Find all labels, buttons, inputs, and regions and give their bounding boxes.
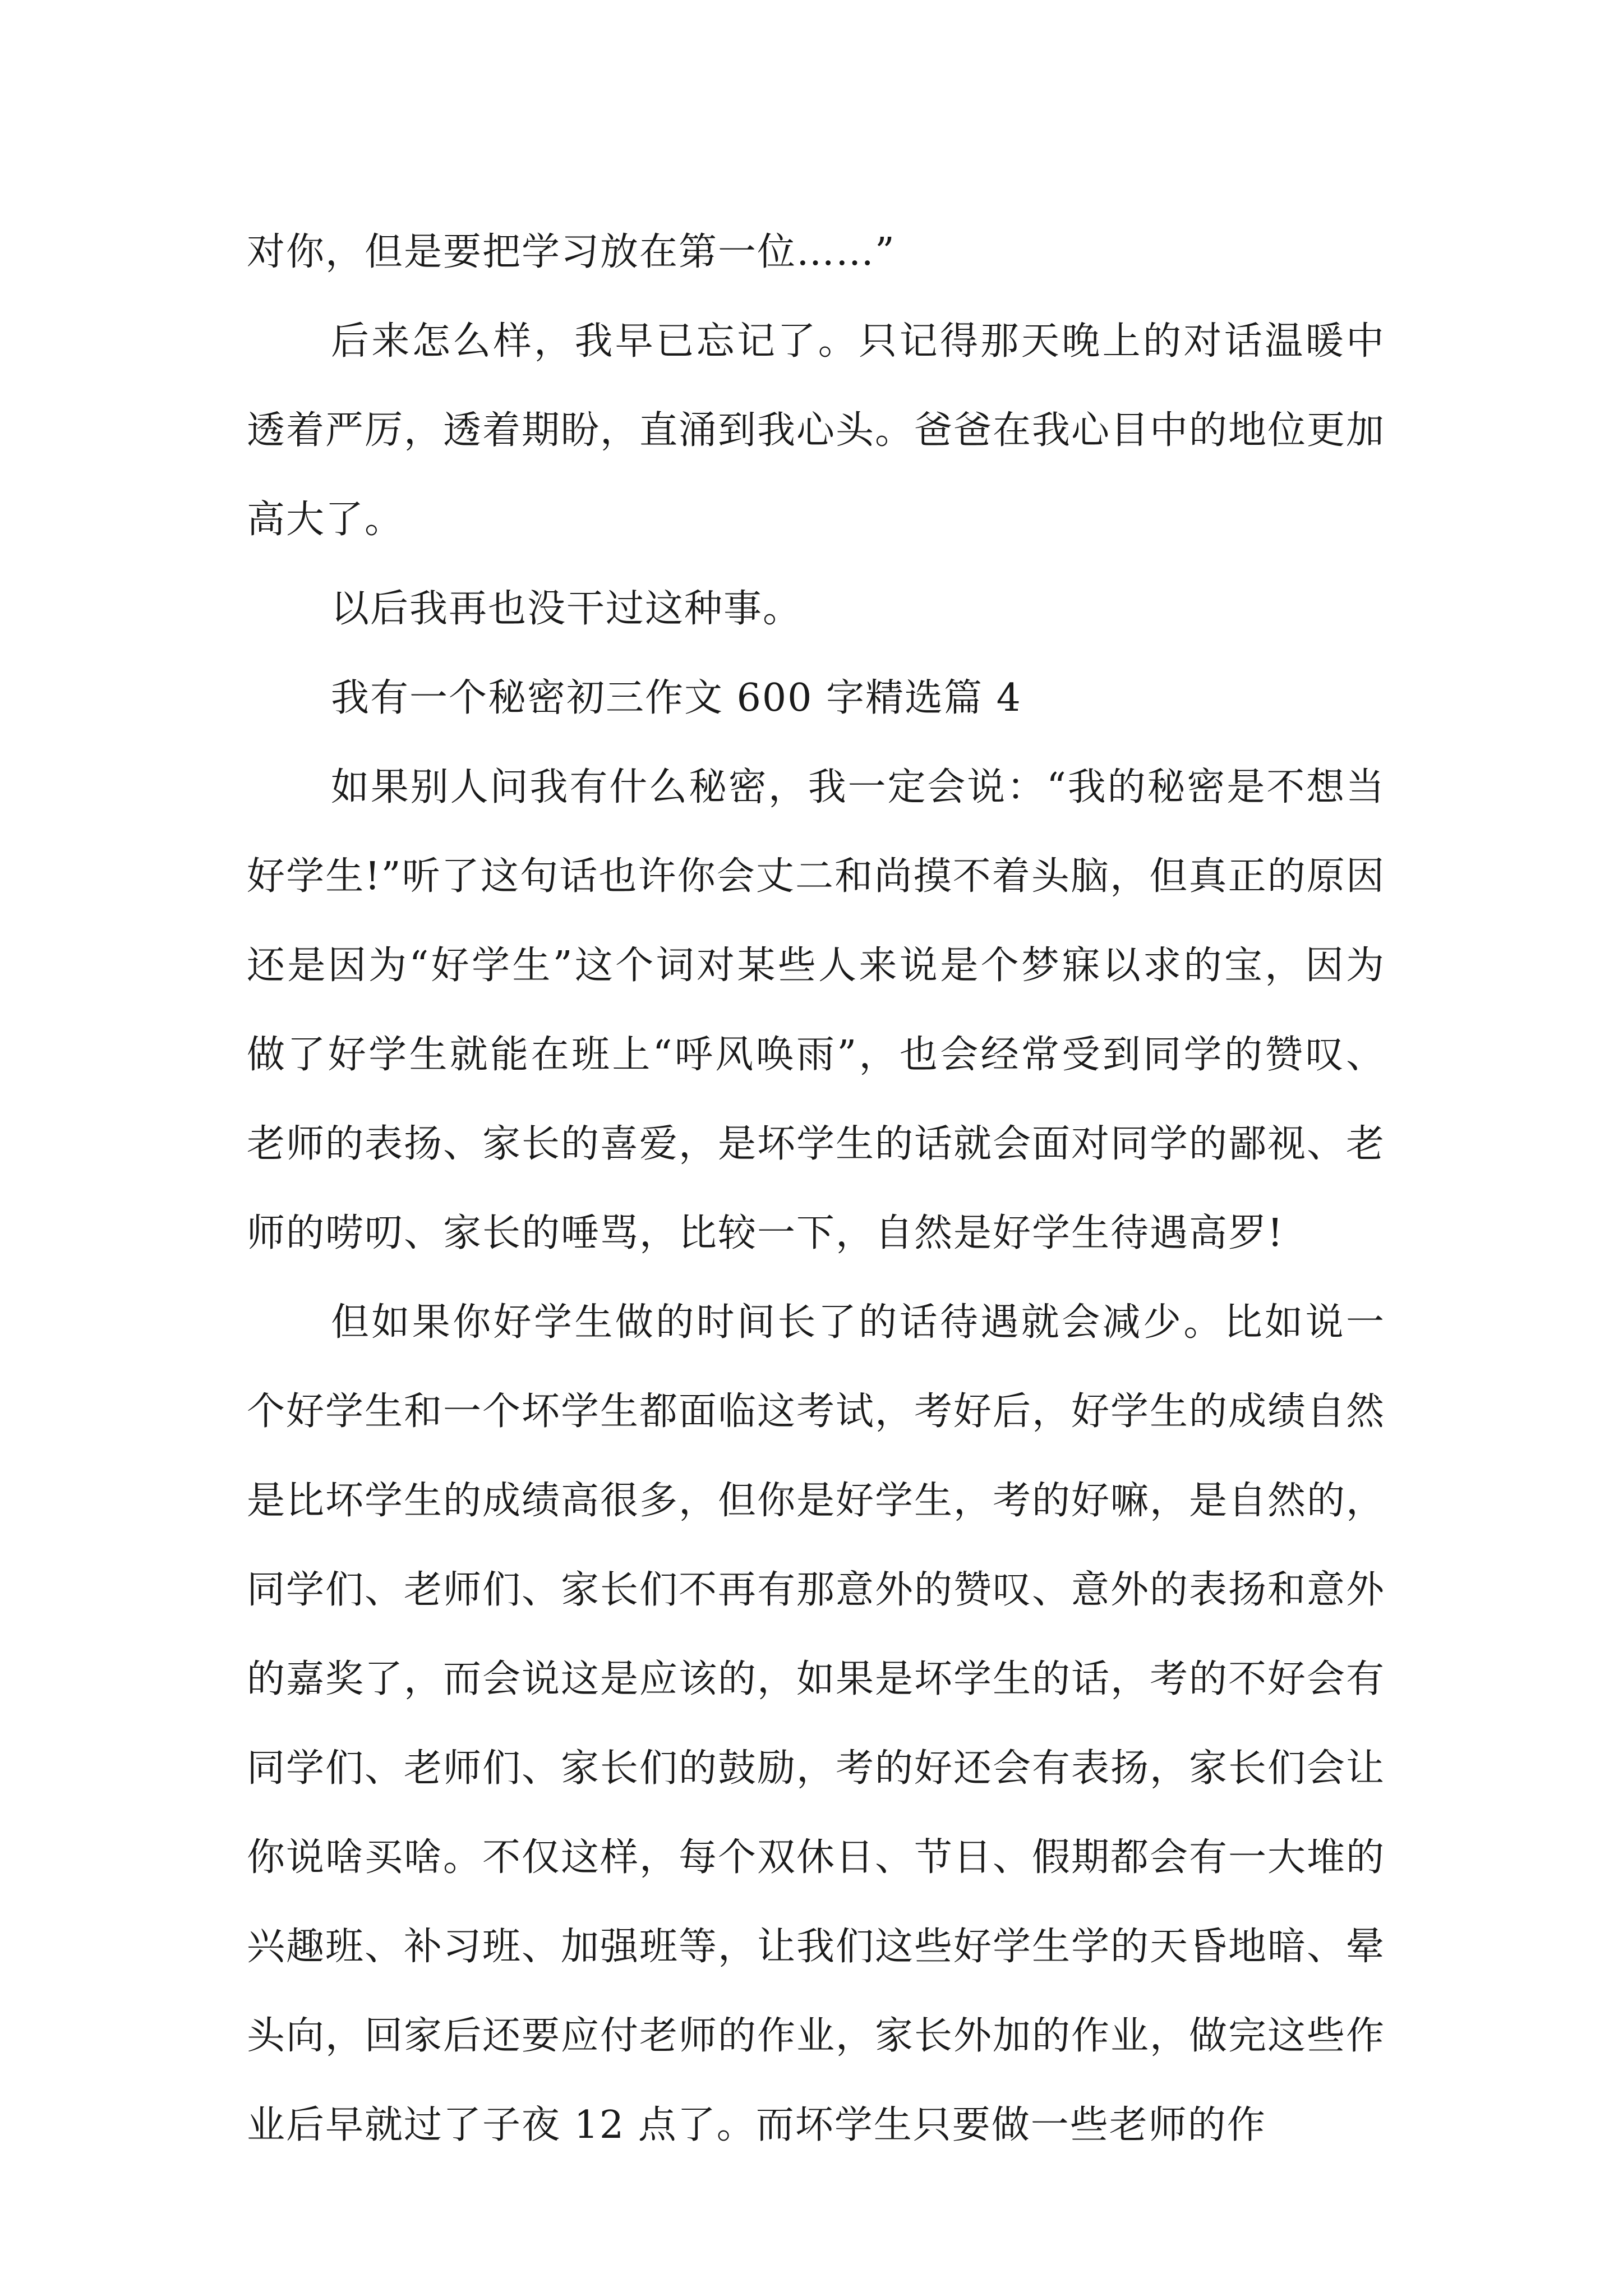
paragraph-good-student: 但如果你好学生做的时间长了的话待遇就会减少。比如说一个好学生和一个坏学生都面临这考试，考好后，好学生的成绩自然是比坏学生的成绩高很多，但你是好学生，考的好嘛，是自然的，同学们、老师们、家长们不再有那意外的赞叹、意外的表扬和意外的嘉奖了，而会说这是应该的，如果是坏学生的话，考的不好会有同学们、老师们、家长们的鼓励，考的好还会有表扬，家长们会让你说啥买啥。不仅这样，每个双休日、节日、假期都会有一大堆的兴趣班、补习班、加强班等，让我们这些好学生学的天昏地暗、晕头向，回家后还要应付老师的作业，家长外加的作业，做完这些作业后早就过了子夜 12 点了。而坏学生只要做一些老师的作 bbox=[247, 1300, 1386, 2147]
paragraph-continuation: 对你，但是要把学习放在第一位……” bbox=[247, 230, 896, 274]
section-heading: 我有一个秘密初三作文 600 字精选篇 4 bbox=[331, 676, 1022, 720]
paragraph-secret-intro: 如果别人问我有什么秘密，我一定会说：“我的秘密是不想当好学生!”听了这句话也许你会丈二和尚摸不着头脑，但真正的原因还是因为“好学生”这个词对某些人来说是个梦寐以求的宝，因为做了好学生就能在班上“呼风唤雨”，也会经常受到同学的赞叹、老师的表扬、家长的喜爱，是坏学生的话就会面对同学的鄙视、老师的唠叨、家长的唾骂，比较一下，自然是好学生待遇高罗! bbox=[247, 765, 1386, 1255]
paragraph-conclusion: 以后我再也没干过这种事。 bbox=[331, 587, 803, 631]
document-body bbox=[247, 208, 1385, 2170]
paragraph-recollection: 后来怎么样，我早已忘记了。只记得那天晚上的对话温暖中透着严厉，透着期盼，直涌到我心头。爸爸在我心目中的地位更加高大了。 bbox=[247, 319, 1386, 542]
